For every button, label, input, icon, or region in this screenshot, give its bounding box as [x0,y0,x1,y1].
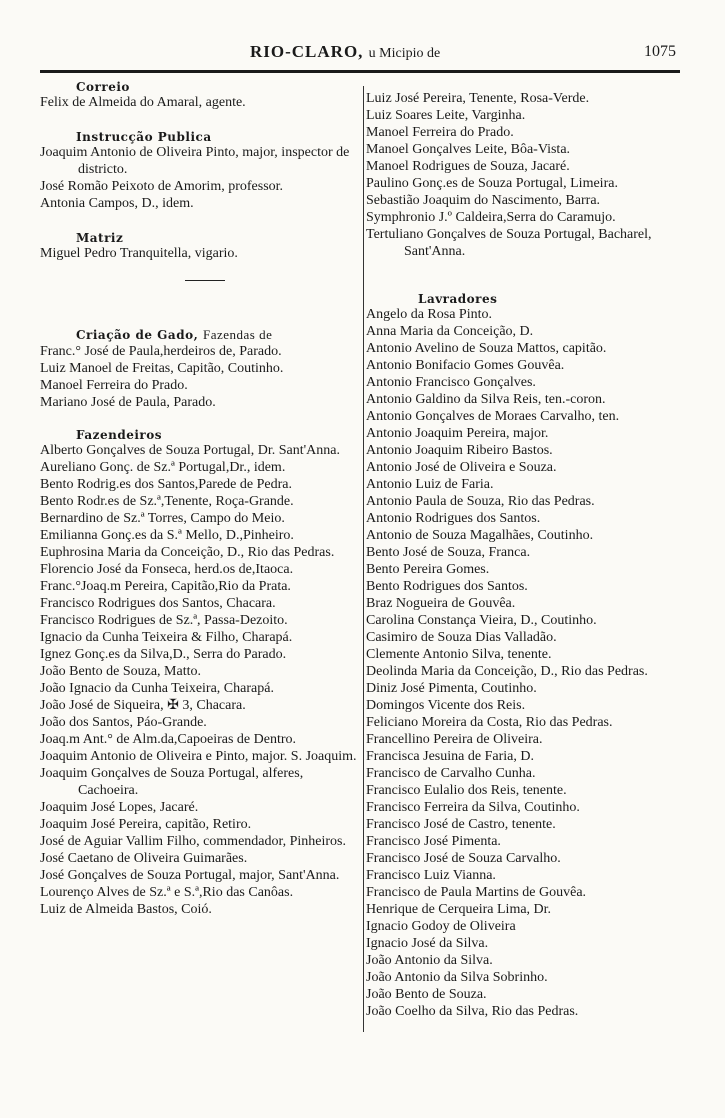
matriz-list [40,245,358,262]
running-title-main: RIO-CLARO, [250,42,364,61]
list-entry: Joaquim Antonio de Oliveira Pinto, major, inspector de districto. [40,145,350,177]
list-entry: Felix de Almeida do Amaral, agente. [40,95,246,110]
list-entry: Antonio Rodrigues dos Santos. [366,511,541,526]
section-title-lavradores: Lavradores [418,292,498,306]
page-header [40,40,680,73]
list-entry: Manoel Ferreira do Prado. [40,378,188,393]
list-entry: Bento Rodr.es de Sz.ª,Tenente, Roça-Grande. [40,494,294,509]
list-entry: José de Aguiar Vallim Filho, commendador, Pinheiros. [40,834,346,849]
list-entry: Carolina Constança Vieira, D., Coutinho. [366,613,597,628]
list-entry: Luiz de Almeida Bastos, Coió. [40,902,212,917]
left-column [40,80,358,918]
list-entry: Florencio José da Fonseca, herd.os de,Itaoca. [40,562,294,577]
list-entry: Luiz Manoel de Freitas, Capitão, Coutinho. [40,361,284,376]
list-entry: Luiz Soares Leite, Varginha. [366,108,526,123]
list-entry: Aureliano Gonç. de Sz.ª Portugal,Dr., idem. [40,460,286,475]
section-title-criacao [40,327,358,343]
running-title [250,42,440,62]
list-entry: Tertuliano Gonçalves de Souza Portugal, Bacharel, Sant'Anna. [366,227,652,259]
list-entry: Ignacio da Cunha Teixeira & Filho, Charapá. [40,630,293,645]
list-entry: Euphrosina Maria da Conceição, D., Rio das Pedras. [40,545,335,560]
list-entry: Joaquim Antonio de Oliveira e Pinto, major. S. Joaquim. [40,749,357,764]
list-entry: Bento Rodrigues dos Santos. [366,579,528,594]
list-entry: Francisco Eulalio dos Reis, tenente. [366,783,567,798]
section-title-fazendeiros: Fazendeiros [76,428,162,442]
list-entry: Antonio Joaquim Ribeiro Bastos. [366,443,553,458]
list-entry: Lourenço Alves de Sz.ª e S.ª,Rio das Canôas. [40,885,294,900]
list-entry: Antonio de Souza Magalhães, Coutinho. [366,528,594,543]
list-entry: Henrique de Cerqueira Lima, Dr. [366,902,552,917]
list-entry: Antonio Avelino de Souza Mattos, capitão. [366,341,607,356]
list-entry: Antonio Francisco Gonçalves. [366,375,536,390]
list-entry: Luiz José Pereira, Tenente, Rosa-Verde. [366,91,590,106]
list-entry: Bernardino de Sz.ª Torres, Campo do Meio. [40,511,285,526]
list-entry: Manoel Gonçalves Leite, Bôa-Vista. [366,142,571,157]
list-entry: Joaquim José Pereira, capitão, Retiro. [40,817,252,832]
section-title-correio: Correio [76,80,130,94]
list-entry: Diniz José Pimenta, Coutinho. [366,681,537,696]
list-entry: Miguel Pedro Tranquitella, vigario. [40,246,238,261]
list-entry: Angelo da Rosa Pinto. [366,307,492,322]
list-entry: Ignez Gonç.es da Silva,D., Serra do Parado. [40,647,287,662]
list-entry: José Romão Peixoto de Amorim, professor. [40,179,284,194]
criacao-list [40,343,358,411]
list-entry: Manoel Ferreira do Prado. [366,125,514,140]
list-entry: João Antonio da Silva Sobrinho. [366,970,548,985]
list-entry: José Gonçalves de Souza Portugal, major, Sant'Anna. [40,868,340,883]
continued-list [366,90,684,260]
correio-list [40,94,358,111]
list-entry: João Antonio da Silva. [366,953,493,968]
list-entry: Francisco José de Souza Carvalho. [366,851,561,866]
list-entry: Joaquim Gonçalves de Souza Portugal, alferes, Cachoeira. [40,766,304,798]
list-entry: Antonio Joaquim Pereira, major. [366,426,549,441]
list-entry: Franc.°Joaq.m Pereira, Capitão,Rio da Prata. [40,579,291,594]
list-entry: Antonia Campos, D., idem. [40,196,194,211]
list-entry: Clemente Antonio Silva, tenente. [366,647,552,662]
list-entry: Deolinda Maria da Conceição, D., Rio das Pedras. [366,664,648,679]
running-title-sub: u Micipio de [368,46,441,61]
column-divider [363,86,364,1032]
right-column [366,90,684,1020]
list-entry: Francisco Rodrigues dos Santos, Chacara. [40,596,276,611]
list-entry: João Ignacio da Cunha Teixeira, Charapá. [40,681,274,696]
list-entry: Symphronio J.º Caldeira,Serra do Caramujo. [366,210,616,225]
list-entry: Francisco Luiz Vianna. [366,868,496,883]
list-entry: Bento José de Souza, Franca. [366,545,531,560]
list-entry: Joaq.m Ant.° de Alm.da,Capoeiras de Dentro. [40,732,296,747]
list-entry: Francisco José de Castro, tenente. [366,817,556,832]
list-entry: Ignacio José da Silva. [366,936,489,951]
list-entry: Paulino Gonç.es de Souza Portugal, Limeira. [366,176,618,191]
list-entry: Ignacio Godoy de Oliveira [366,919,516,934]
list-entry: Francisco de Carvalho Cunha. [366,766,536,781]
list-entry: Mariano José de Paula, Parado. [40,395,216,410]
list-entry: Feliciano Moreira da Costa, Rio das Pedras. [366,715,613,730]
list-entry: José Caetano de Oliveira Guimarães. [40,851,248,866]
list-entry: Francisco José Pimenta. [366,834,501,849]
fazendeiros-list [40,442,358,918]
list-entry: Casimiro de Souza Dias Valladão. [366,630,557,645]
criacao-title-main: Criação de Gado, [76,328,199,342]
list-entry: Braz Nogueira de Gouvêa. [366,596,516,611]
list-entry: Franc.° José de Paula,herdeiros de, Parado. [40,344,282,359]
list-entry: Sebastião Joaquim do Nascimento, Barra. [366,193,601,208]
list-entry: Antonio Bonifacio Gomes Gouvêa. [366,358,565,373]
list-entry: Bento Rodrig.es dos Santos,Parede de Pedra. [40,477,292,492]
list-entry: Domingos Vicente dos Reis. [366,698,526,713]
list-entry: Antonio Gonçalves de Moraes Carvalho, ten. [366,409,620,424]
list-entry: Francisco Rodrigues de Sz.ª, Passa-Dezoito. [40,613,288,628]
list-entry: Francellino Pereira de Oliveira. [366,732,543,747]
list-entry: Antonio José de Oliveira e Souza. [366,460,557,475]
page-number: 1075 [644,43,676,60]
list-entry: Francisco de Paula Martins de Gouvêa. [366,885,587,900]
list-entry: Emilianna Gonç.es da S.ª Mello, D.,Pinheiro. [40,528,294,543]
list-entry: Antonio Paula de Souza, Rio das Pedras. [366,494,595,509]
list-entry: João Coelho da Silva, Rio das Pedras. [366,1004,579,1019]
list-entry: João Bento de Souza. [366,987,487,1002]
list-entry: Antonio Luiz de Faria. [366,477,494,492]
list-entry: Francisco Ferreira da Silva, Coutinho. [366,800,580,815]
section-title-matriz: Matriz [76,231,124,245]
instrucao-list [40,144,358,212]
list-entry: Antonio Galdino da Silva Reis, ten.-coron. [366,392,606,407]
list-entry: Anna Maria da Conceição, D. [366,324,534,339]
list-entry: João Bento de Souza, Matto. [40,664,201,679]
section-title-instrucao: Instrucção Publica [76,130,212,144]
lavradores-list [366,306,684,1020]
list-entry: Joaquim José Lopes, Jacaré. [40,800,199,815]
list-entry: João José de Siqueira, ✠ 3, Chacara. [40,698,246,713]
criacao-title-tail: Fazendas de [202,327,273,342]
list-entry: João dos Santos, Páo-Grande. [40,715,207,730]
list-entry: Alberto Gonçalves de Souza Portugal, Dr. Sant'Anna. [40,443,340,458]
list-entry: Manoel Rodrigues de Souza, Jacaré. [366,159,570,174]
list-entry: Bento Pereira Gomes. [366,562,490,577]
list-entry: Francisca Jesuina de Faria, D. [366,749,534,764]
